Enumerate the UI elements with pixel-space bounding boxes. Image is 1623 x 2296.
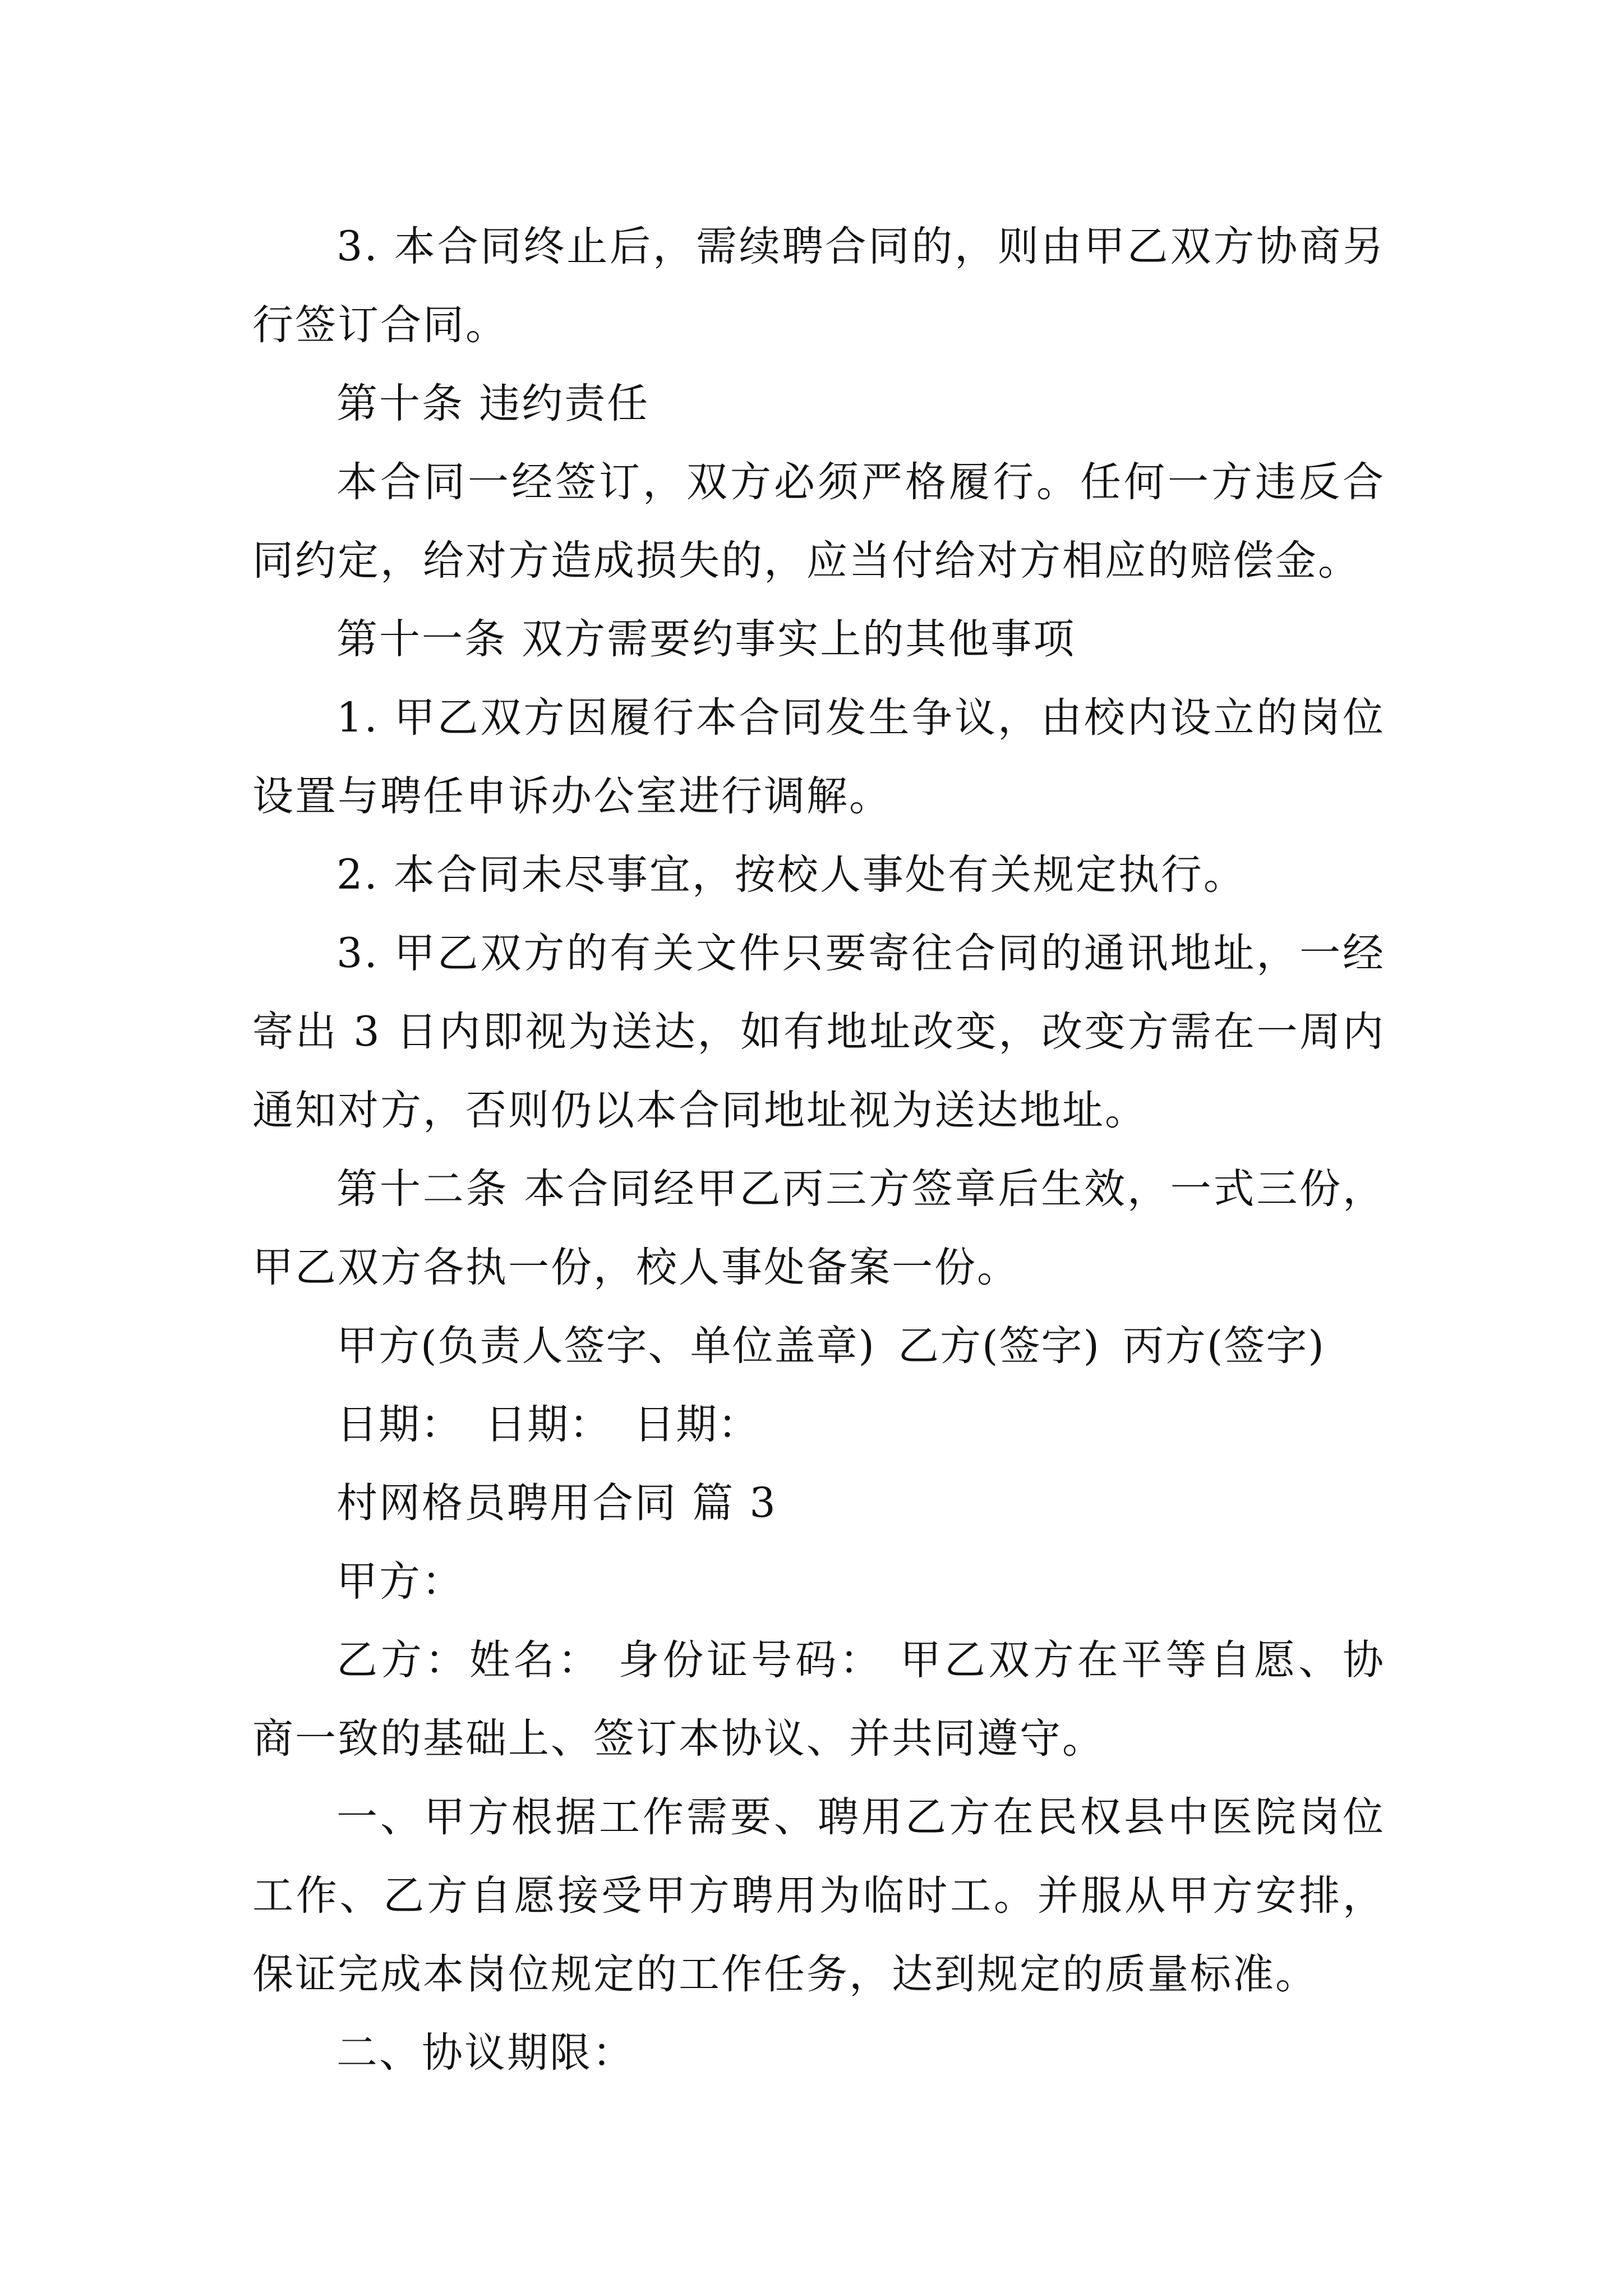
party-a-line: 甲方：	[336, 1558, 464, 1605]
party-b-line: 乙方：姓名： 身份证号码： 甲乙双方在平等自愿、协商一致的基础上、签订本协议、并共同遵守。	[252, 1636, 1385, 1763]
heading-article-10: 第十条 违约责任	[336, 380, 650, 427]
paragraph-notice-address: 3. 甲乙双方的有关文件只要寄往合同的通讯地址，一经寄出 3 日内即视为送达，如有地址改变，改变方需在一周内通知对方，否则仍以本合同地址视为送达地址。	[252, 930, 1385, 1134]
paragraph-renewal: 3. 本合同终止后，需续聘合同的，则由甲乙双方协商另行签订合同。	[252, 223, 1385, 349]
document-body	[252, 208, 1385, 2092]
signature-party-c: 丙方(签字)	[1122, 1322, 1325, 1370]
clause-two: 二、协议期限：	[336, 2029, 635, 2077]
heading-article-11: 第十一条 双方需要约事实上的其他事项	[336, 615, 1076, 663]
paragraph-breach-liability: 本合同一经签订，双方必须严格履行。任何一方违反合同约定，给对方造成损失的，应当付给对方相应的赔偿金。	[252, 458, 1385, 585]
clause-one: 一、甲方根据工作需要、聘用乙方在民权县中医院岗位工作、乙方自愿接受甲方聘用为临时工。并服从甲方安排，保证完成本岗位规定的工作任务，达到规定的质量标准。	[252, 1793, 1385, 1998]
signature-line	[252, 1307, 1385, 1386]
paragraph-unresolved-matters: 2. 本合同未尽事宜，按校人事处有关规定执行。	[336, 851, 1246, 899]
heading-article-12: 第十二条 本合同经甲乙丙三方签章后生效，一式三份，甲乙双方各执一份，校人事处备案一份。	[252, 1165, 1385, 1291]
date-party-b: 日期：	[485, 1401, 611, 1448]
section-title: 村网格员聘用合同 篇 3	[336, 1479, 777, 1527]
date-party-a: 日期：	[336, 1401, 463, 1448]
signature-party-b: 乙方(签字)	[897, 1322, 1100, 1370]
signature-party-a: 甲方(负责人签字、单位盖章)	[336, 1322, 875, 1370]
date-party-c: 日期：	[634, 1401, 760, 1448]
date-line	[252, 1386, 1385, 1464]
paragraph-dispute: 1. 甲乙双方因履行本合同发生争议，由校内设立的岗位设置与聘任申诉办公室进行调解。	[252, 694, 1385, 820]
